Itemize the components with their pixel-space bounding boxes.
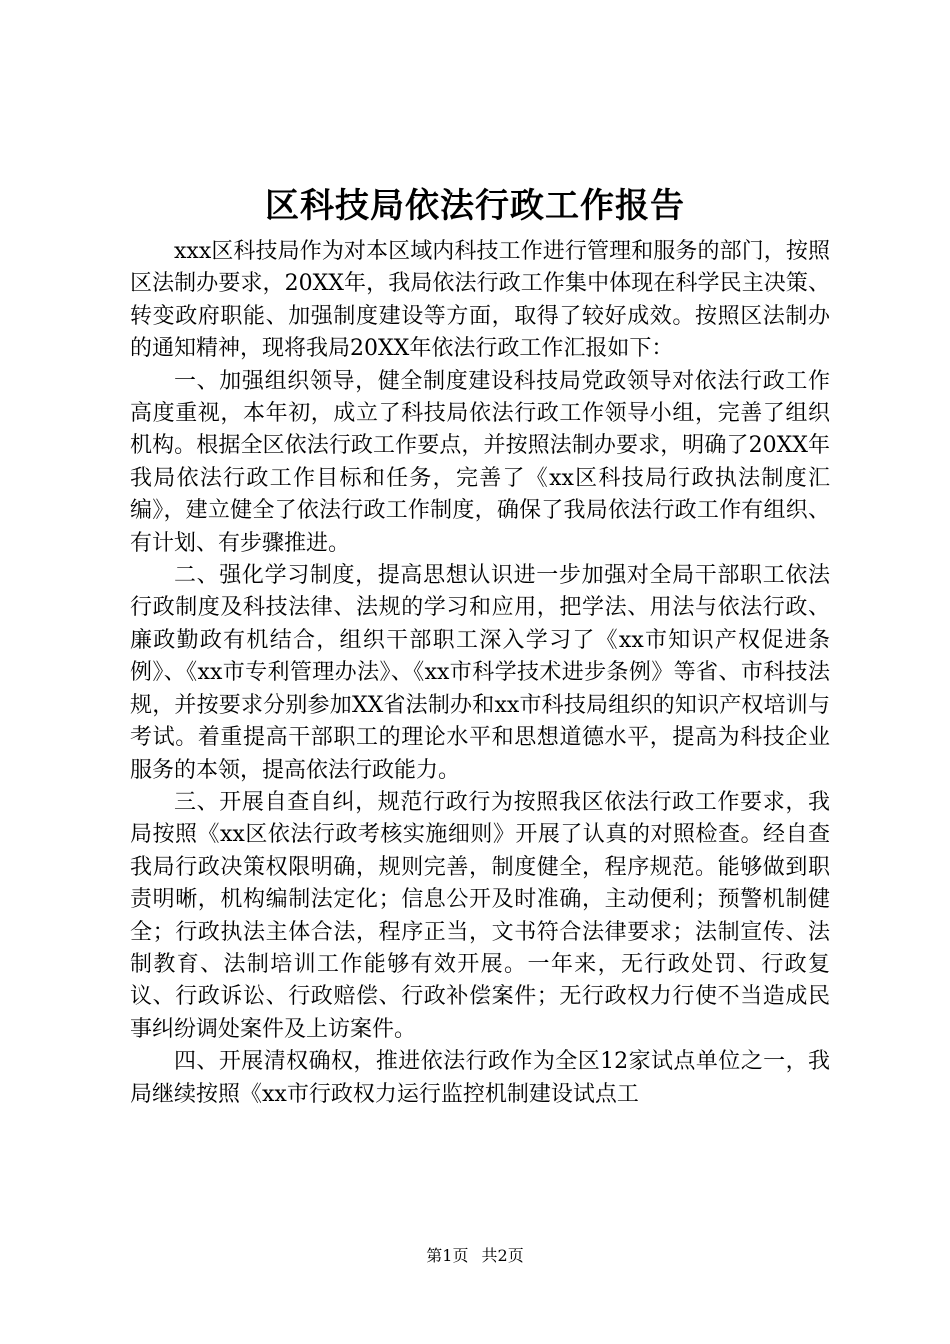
page-number: 第1页 [426, 1246, 469, 1265]
paragraph-section-3: 三、开展自查自纠，规范行政行为按照我区依法行政工作要求，我局按照《xx区依法行政考核实施细则》开展了认真的对照检查。经自查我局行政决策权限明确，规则完善，制度健全，程序规范。能够做到职责明晰，机构编制法定化；信息公开及时准确，主动便利；预警机制健全；行政执法主体合法，程序正当，文书符合法律要求；法制宣传、法制教育、法制培训工作能够有效开展。一年来，无行政处罚、行政复议、行政诉讼、行政赔偿、行政补偿案件；无行政权力行使不当造成民事纠纷调处案件及上访案件。 [130, 789, 830, 1042]
page-footer [0, 1243, 950, 1266]
paragraph-intro: xxx区科技局作为对本区域内科技工作进行管理和服务的部门，按照区法制办要求，20XX年，我局依法行政工作集中体现在科学民主决策、转变政府职能、加强制度建设等方面，取得了较好成效。按照区法制办的通知精神，现将我局20XX年依法行政工作汇报如下： [130, 239, 830, 362]
paragraph-section-2: 二、强化学习制度，提高思想认识进一步加强对全局干部职工依法行政制度及科技法律、法规的学习和应用，把学法、用法与依法行政、廉政勤政有机结合，组织干部职工深入学习了《xx市知识产权促进条例》、《xx市专利管理办法》、《xx市科学技术进步条例》等省、市科技法规，并按要求分别参加XX省法制办和xx市科技局组织的知识产权培训与考试。着重提高干部职工的理论水平和思想道德水平，提高为科技企业服务的本领，提高依法行政能力。 [130, 563, 830, 783]
document-body [130, 236, 830, 1111]
paragraph-section-4: 四、开展清权确权，推进依法行政作为全区12家试点单位之一，我局继续按照《xx市行政权力运行监控机制建设试点工 [130, 1049, 830, 1107]
document-title: 区科技局依法行政工作报告 [265, 186, 685, 226]
page-total: 共2页 [481, 1246, 524, 1265]
paragraph-section-1: 一、加强组织领导，健全制度建设科技局党政领导对依法行政工作高度重视，本年初，成立了科技局依法行政工作领导小组，完善了组织机构。根据全区依法行政工作要点，并按照法制办要求，明确了20XX年我局依法行政工作目标和任务，完善了《xx区科技局行政执法制度汇编》，建立健全了依法行政工作制度，确保了我局依法行政工作有组织、有计划、有步骤推进。 [130, 368, 830, 556]
